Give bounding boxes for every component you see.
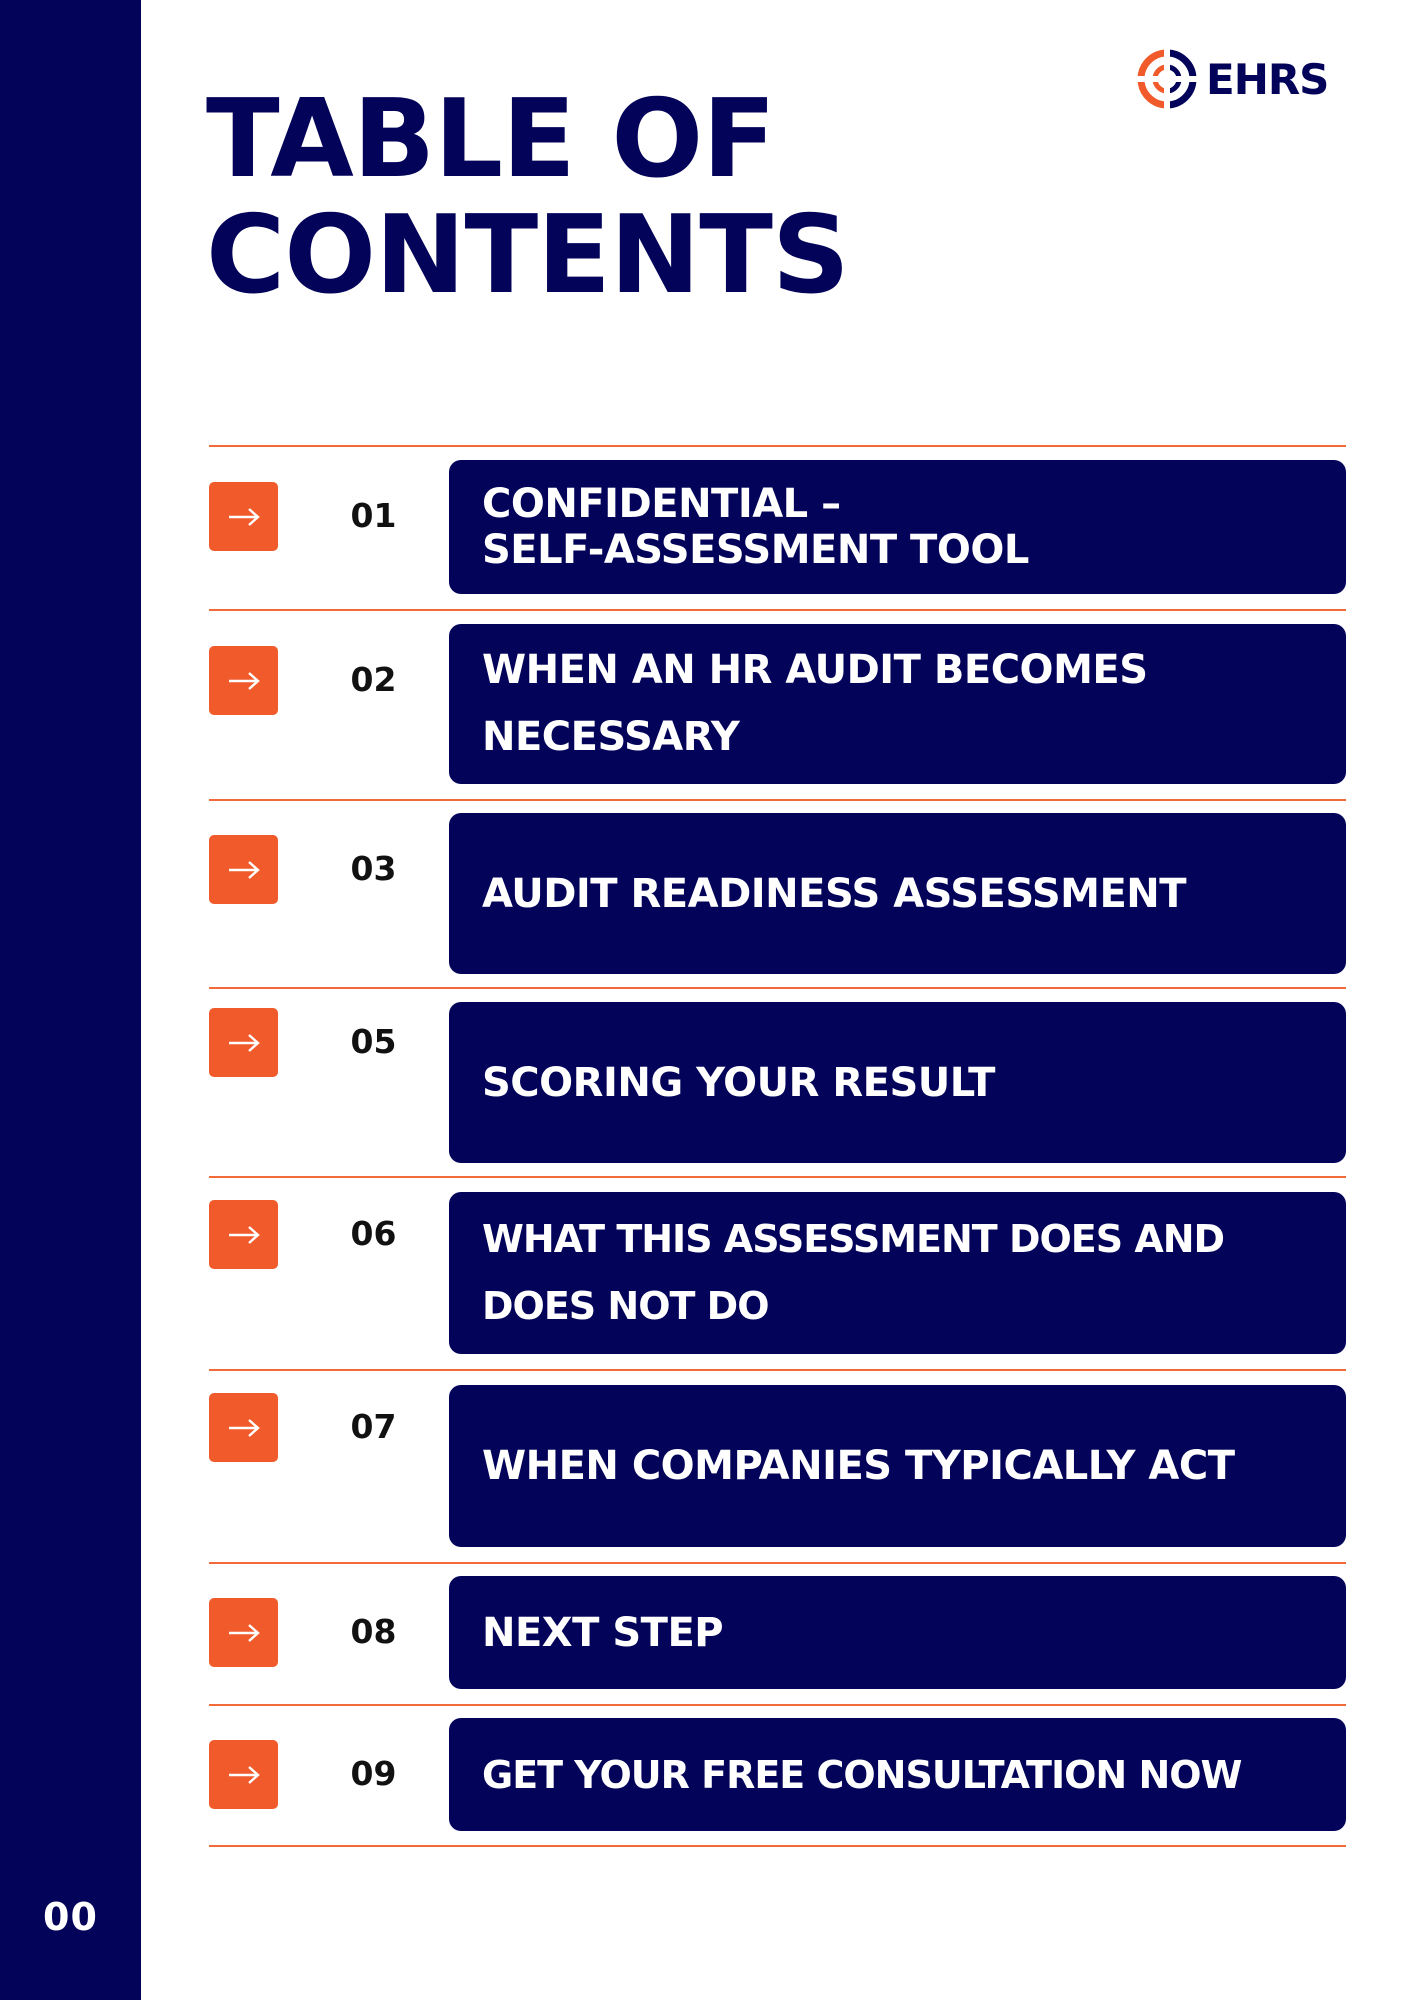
- divider-line: [209, 987, 1346, 989]
- arrow-right-icon: [227, 1033, 261, 1053]
- section-number: 03: [350, 849, 397, 888]
- section-title-box[interactable]: [449, 1576, 1346, 1689]
- section-title-box[interactable]: [449, 460, 1346, 594]
- section-title-box[interactable]: [449, 624, 1346, 784]
- section-number: 02: [350, 660, 397, 699]
- divider-line: [209, 1369, 1346, 1371]
- section-number: 07: [350, 1407, 397, 1446]
- divider-line: [209, 609, 1346, 611]
- arrow-right-icon: [227, 1765, 261, 1785]
- divider-line: [209, 445, 1346, 447]
- arrow-right-icon: [227, 507, 261, 527]
- section-title-line-1: CONFIDENTIAL –: [482, 481, 841, 527]
- section-title: SCORING YOUR RESULT: [482, 1059, 995, 1106]
- section-title-box[interactable]: [449, 1718, 1346, 1831]
- section-title-box[interactable]: [449, 813, 1346, 974]
- page-title: [206, 77, 849, 318]
- section-title: WHEN COMPANIES TYPICALLY ACT: [482, 1443, 1235, 1489]
- section-title-box[interactable]: [449, 1002, 1346, 1163]
- arrow-right-icon: [227, 860, 261, 880]
- section-title: [482, 481, 1029, 573]
- section-title-line-1: WHEN AN HR AUDIT BECOMES: [482, 647, 1148, 693]
- divider-line: [209, 1176, 1346, 1178]
- arrow-button[interactable]: [209, 646, 278, 715]
- section-title-line-1: WHAT THIS ASSESSMENT DOES AND: [482, 1217, 1225, 1261]
- section-number: 01: [350, 496, 397, 535]
- divider-line: [209, 1704, 1346, 1706]
- section-title: [482, 637, 1148, 771]
- section-title-box[interactable]: [449, 1385, 1346, 1547]
- section-title: AUDIT READINESS ASSESSMENT: [482, 870, 1187, 917]
- section-number: 08: [350, 1612, 397, 1651]
- page-title-line-2: CONTENTS: [206, 193, 849, 318]
- arrow-right-icon: [227, 671, 261, 691]
- arrow-right-icon: [227, 1225, 261, 1245]
- arrow-button[interactable]: [209, 1008, 278, 1077]
- section-title-line-2: SELF-ASSESSMENT TOOL: [482, 527, 1029, 573]
- section-title: NEXT STEP: [482, 1609, 724, 1656]
- page-number: 00: [43, 1895, 98, 1939]
- arrow-button[interactable]: [209, 1200, 278, 1269]
- arrow-right-icon: [227, 1418, 261, 1438]
- arrow-button[interactable]: [209, 1598, 278, 1667]
- logo-text: EHRS: [1206, 54, 1329, 104]
- arrow-button[interactable]: [209, 1393, 278, 1462]
- arrow-button[interactable]: [209, 1740, 278, 1809]
- arrow-button[interactable]: [209, 482, 278, 551]
- section-title-box[interactable]: [449, 1192, 1346, 1354]
- section-title-line-2: DOES NOT DO: [482, 1284, 769, 1328]
- divider-line: [209, 1845, 1346, 1847]
- arrow-button[interactable]: [209, 835, 278, 904]
- divider-line: [209, 1562, 1346, 1564]
- arrow-right-icon: [227, 1623, 261, 1643]
- divider-line: [209, 799, 1346, 801]
- sidebar-band: [0, 0, 141, 2000]
- section-title: GET YOUR FREE CONSULTATION NOW: [482, 1752, 1242, 1797]
- ehrs-logo-icon: [1136, 48, 1198, 110]
- section-number: 09: [350, 1754, 397, 1793]
- section-title: [482, 1206, 1224, 1340]
- section-title-line-2: NECESSARY: [482, 714, 740, 760]
- page-title-line-1: TABLE OF: [206, 77, 775, 202]
- section-number: 05: [350, 1022, 397, 1061]
- ehrs-logo: [1136, 48, 1328, 110]
- section-number: 06: [350, 1214, 397, 1253]
